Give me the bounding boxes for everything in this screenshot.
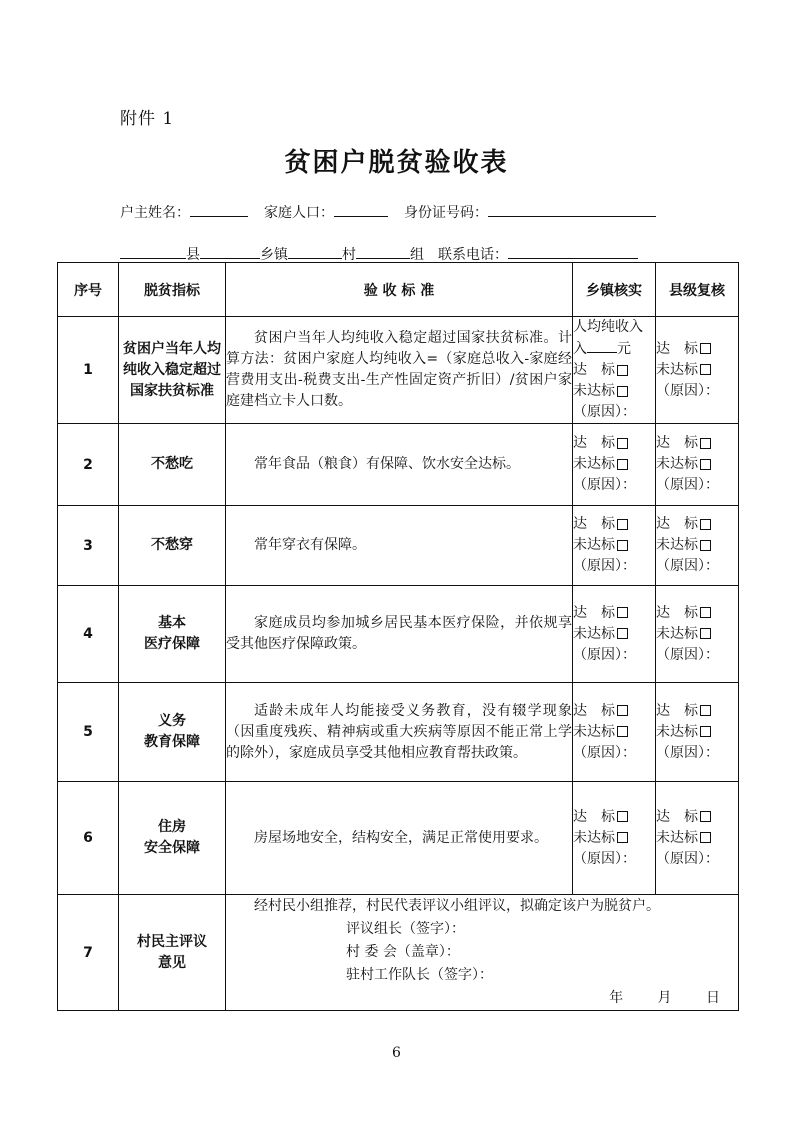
row-indicator xyxy=(119,683,226,782)
row-indicator xyxy=(119,782,226,895)
reason-label: （原因）： xyxy=(573,646,636,663)
village-label: 村 xyxy=(342,247,356,263)
met-option[interactable] xyxy=(573,701,655,722)
town-check-cell xyxy=(573,424,656,506)
met-checkbox[interactable] xyxy=(617,438,628,449)
met-checkbox[interactable] xyxy=(617,811,628,822)
not-met-checkbox[interactable] xyxy=(700,832,711,843)
met-option[interactable] xyxy=(656,701,738,722)
village-field[interactable] xyxy=(288,244,342,259)
row-standard-text: 常年食品（粮食）有保障、饮水安全达标。 xyxy=(254,456,520,472)
county-check-cell xyxy=(656,586,739,683)
not-met-checkbox[interactable] xyxy=(617,459,628,470)
row-standard xyxy=(226,586,573,683)
indicator-line: 医疗保障 xyxy=(144,636,200,652)
not-met-option[interactable] xyxy=(656,828,738,849)
not-met-label: 未达标 xyxy=(656,361,698,378)
not-met-option[interactable] xyxy=(656,535,738,556)
table-header-row xyxy=(58,263,739,317)
not-met-checkbox[interactable] xyxy=(617,540,628,551)
reason-label: （原因）： xyxy=(656,646,719,663)
opinion-text: 经村民小组推荐，村民代表评议小组评议，拟确定该户为脱贫户。 xyxy=(254,898,660,914)
met-label: 达 标 xyxy=(573,702,615,719)
date-line xyxy=(226,987,738,1010)
reason-label: （原因）： xyxy=(656,477,719,493)
not-met-option[interactable] xyxy=(656,360,738,381)
met-checkbox[interactable] xyxy=(700,607,711,618)
indicator-line: 安全保障 xyxy=(144,840,200,856)
not-met-option[interactable] xyxy=(573,454,655,475)
met-label: 达 标 xyxy=(573,604,615,621)
row-seq: 1 xyxy=(58,317,119,424)
header-indicator: 脱贫指标 xyxy=(119,263,226,317)
town-check-cell xyxy=(573,782,656,895)
id-number-field[interactable] xyxy=(488,202,656,217)
not-met-checkbox[interactable] xyxy=(700,628,711,639)
county-label: 县 xyxy=(186,247,200,263)
met-label: 达 标 xyxy=(573,435,615,451)
acceptance-table xyxy=(57,262,739,1011)
header-line-2 xyxy=(120,244,638,264)
row-standard xyxy=(226,506,573,586)
town-check-cell xyxy=(573,317,656,424)
reason-label: （原因）： xyxy=(573,404,636,420)
row-seq: 5 xyxy=(58,683,119,782)
row-seq: 3 xyxy=(58,506,119,586)
attachment-label: 附件 1 xyxy=(120,109,175,129)
indicator-line: 村民主评议 xyxy=(137,933,207,950)
reason-label: （原因）： xyxy=(656,744,719,761)
page-title: 贫困户脱贫验收表 xyxy=(284,148,509,178)
met-option[interactable] xyxy=(656,433,738,454)
met-label: 达 标 xyxy=(573,362,615,378)
reviewer-signature[interactable]: 评议组长（签字）： xyxy=(346,921,465,937)
row-standard-text: 常年穿衣有保障。 xyxy=(254,537,366,553)
page-number: 6 xyxy=(392,1045,401,1061)
table-row xyxy=(58,506,739,586)
reason-label: （原因）： xyxy=(656,558,719,574)
opinion-cell xyxy=(226,895,739,1011)
reason-label: （原因）： xyxy=(656,382,719,399)
town-check-cell xyxy=(573,683,656,782)
row-seq: 2 xyxy=(58,424,119,506)
met-label: 达 标 xyxy=(656,340,698,357)
met-checkbox[interactable] xyxy=(700,811,711,822)
row-standard-text: 家庭成员均参加城乡居民基本医疗保险，并依规享受其他医疗保障政策。 xyxy=(226,615,572,652)
county-check-cell xyxy=(656,683,739,782)
indicator-line: 教育保障 xyxy=(144,734,200,750)
owner-name-label: 户主姓名： xyxy=(120,205,190,221)
row-standard xyxy=(226,683,573,782)
date-day: 日 xyxy=(706,990,720,1006)
reason-label: （原因）： xyxy=(656,850,719,867)
not-met-option[interactable] xyxy=(573,828,655,849)
table-row xyxy=(58,683,739,782)
met-label: 达 标 xyxy=(656,702,698,719)
not-met-option[interactable] xyxy=(573,624,655,645)
not-met-label: 未达标 xyxy=(656,456,698,472)
table-row xyxy=(58,895,739,1011)
met-option[interactable] xyxy=(573,807,655,828)
town-label: 乡镇 xyxy=(260,247,288,263)
row-indicator: 不愁吃 xyxy=(119,424,226,506)
met-option[interactable] xyxy=(573,514,655,535)
row-seq: 7 xyxy=(58,895,119,1011)
table-row xyxy=(58,317,739,424)
county-check-cell xyxy=(656,317,739,424)
met-option[interactable] xyxy=(573,433,655,454)
met-label: 达 标 xyxy=(573,516,615,532)
row-standard xyxy=(226,782,573,895)
not-met-label: 未达标 xyxy=(573,829,615,846)
not-met-checkbox[interactable] xyxy=(700,459,711,470)
household-size-label: 家庭人口： xyxy=(264,205,334,221)
table-row xyxy=(58,586,739,683)
met-option[interactable] xyxy=(573,603,655,624)
met-checkbox[interactable] xyxy=(700,705,711,716)
county-check-cell xyxy=(656,506,739,586)
row-seq: 6 xyxy=(58,782,119,895)
not-met-option[interactable] xyxy=(573,381,655,402)
row-standard-text: 贫困户当年人均纯收入稳定超过国家扶贫标准。计算方法：贫困户家庭人均纯收入=（家庭总收入-家庭经营费用支出-税费支出-生产性固定资产折旧）/贫困户家庭建档立卡人口数。 xyxy=(226,330,572,409)
met-checkbox[interactable] xyxy=(617,705,628,716)
reason-label: （原因）： xyxy=(573,477,636,493)
met-option[interactable] xyxy=(656,603,738,624)
row-indicator: 贫困户当年人均纯收入稳定超过国家扶贫标准 xyxy=(119,317,226,424)
met-label: 达 标 xyxy=(656,516,698,532)
income-unit: 元 xyxy=(617,341,631,357)
group-label: 组 xyxy=(410,247,424,263)
county-check-cell xyxy=(656,424,739,506)
phone-field[interactable] xyxy=(508,244,638,259)
met-option[interactable] xyxy=(573,360,655,381)
not-met-label: 未达标 xyxy=(573,723,615,740)
income-label: 人均纯收入 xyxy=(573,319,643,335)
not-met-option[interactable] xyxy=(656,722,738,743)
header-county-check: 县级复核 xyxy=(656,263,739,317)
town-check-cell xyxy=(573,586,656,683)
county-check-cell xyxy=(656,782,739,895)
not-met-checkbox[interactable] xyxy=(617,628,628,639)
reason-label: （原因）： xyxy=(573,744,636,761)
indicator-line: 基本 xyxy=(158,615,186,631)
not-met-checkbox[interactable] xyxy=(617,832,628,843)
header-standard: 验 收 标 准 xyxy=(226,263,573,317)
met-checkbox[interactable] xyxy=(617,519,628,530)
met-checkbox[interactable] xyxy=(700,343,711,354)
indicator-line: 住房 xyxy=(158,819,186,835)
table-row xyxy=(58,782,739,895)
not-met-option[interactable] xyxy=(656,624,738,645)
committee-seal[interactable]: 村 委 会（盖章）： xyxy=(346,944,460,960)
income-field[interactable] xyxy=(587,338,617,353)
owner-name-field[interactable] xyxy=(190,202,248,217)
row-indicator xyxy=(119,586,226,683)
not-met-option[interactable] xyxy=(573,535,655,556)
not-met-label: 未达标 xyxy=(656,723,698,740)
row-standard-text: 适龄未成年人均能接受义务教育，没有辍学现象（因重度残疾、精神病或重大疾病等原因不能正常上学的除外），家庭成员享受其他相应教育帮扶政策。 xyxy=(226,702,572,761)
reason-label: （原因）： xyxy=(573,558,636,574)
met-label: 达 标 xyxy=(656,604,698,621)
reason-label: （原因）： xyxy=(573,850,636,867)
header-line-1 xyxy=(120,202,656,222)
met-option[interactable] xyxy=(656,807,738,828)
not-met-label: 未达标 xyxy=(573,456,615,472)
row-indicator: 不愁穿 xyxy=(119,506,226,586)
met-label: 达 标 xyxy=(656,808,698,825)
not-met-label: 未达标 xyxy=(656,829,698,846)
date-year: 年 xyxy=(609,990,624,1006)
row-indicator xyxy=(119,895,226,1011)
not-met-label: 未达标 xyxy=(573,537,615,553)
met-option[interactable] xyxy=(656,339,738,360)
indicator-line: 义务 xyxy=(158,713,186,729)
row-standard xyxy=(226,317,573,424)
not-met-label: 未达标 xyxy=(656,537,698,553)
row-seq: 4 xyxy=(58,586,119,683)
met-label: 达 标 xyxy=(573,808,615,825)
not-met-checkbox[interactable] xyxy=(700,364,711,375)
not-met-checkbox[interactable] xyxy=(617,726,628,737)
table-row xyxy=(58,424,739,506)
id-number-label: 身份证号码： xyxy=(404,205,488,221)
not-met-checkbox[interactable] xyxy=(617,386,628,397)
not-met-checkbox[interactable] xyxy=(700,726,711,737)
not-met-option[interactable] xyxy=(573,722,655,743)
met-label: 达 标 xyxy=(656,435,698,451)
not-met-label: 未达标 xyxy=(573,625,615,642)
met-option[interactable] xyxy=(656,514,738,535)
date-month: 月 xyxy=(657,990,672,1006)
group-field[interactable] xyxy=(356,244,410,259)
met-checkbox[interactable] xyxy=(617,607,628,618)
household-size-field[interactable] xyxy=(334,202,388,217)
row-standard xyxy=(226,424,573,506)
header-seq: 序号 xyxy=(58,263,119,317)
not-met-option[interactable] xyxy=(656,454,738,475)
town-field[interactable] xyxy=(200,244,260,259)
row-standard-text: 房屋场地安全，结构安全，满足正常使用要求。 xyxy=(254,829,548,846)
met-checkbox[interactable] xyxy=(617,365,628,376)
phone-label: 联系电话： xyxy=(438,247,508,263)
met-checkbox[interactable] xyxy=(700,519,711,530)
met-checkbox[interactable] xyxy=(700,438,711,449)
indicator-line: 意见 xyxy=(158,954,186,971)
not-met-checkbox[interactable] xyxy=(700,540,711,551)
not-met-label: 未达标 xyxy=(656,625,698,642)
header-town-check: 乡镇核实 xyxy=(573,263,656,317)
county-field[interactable] xyxy=(120,244,186,259)
not-met-label: 未达标 xyxy=(573,383,615,399)
work-team-signature[interactable]: 驻村工作队长（签字）： xyxy=(346,967,493,983)
income-line: 入 元 xyxy=(573,338,655,360)
town-check-cell xyxy=(573,506,656,586)
